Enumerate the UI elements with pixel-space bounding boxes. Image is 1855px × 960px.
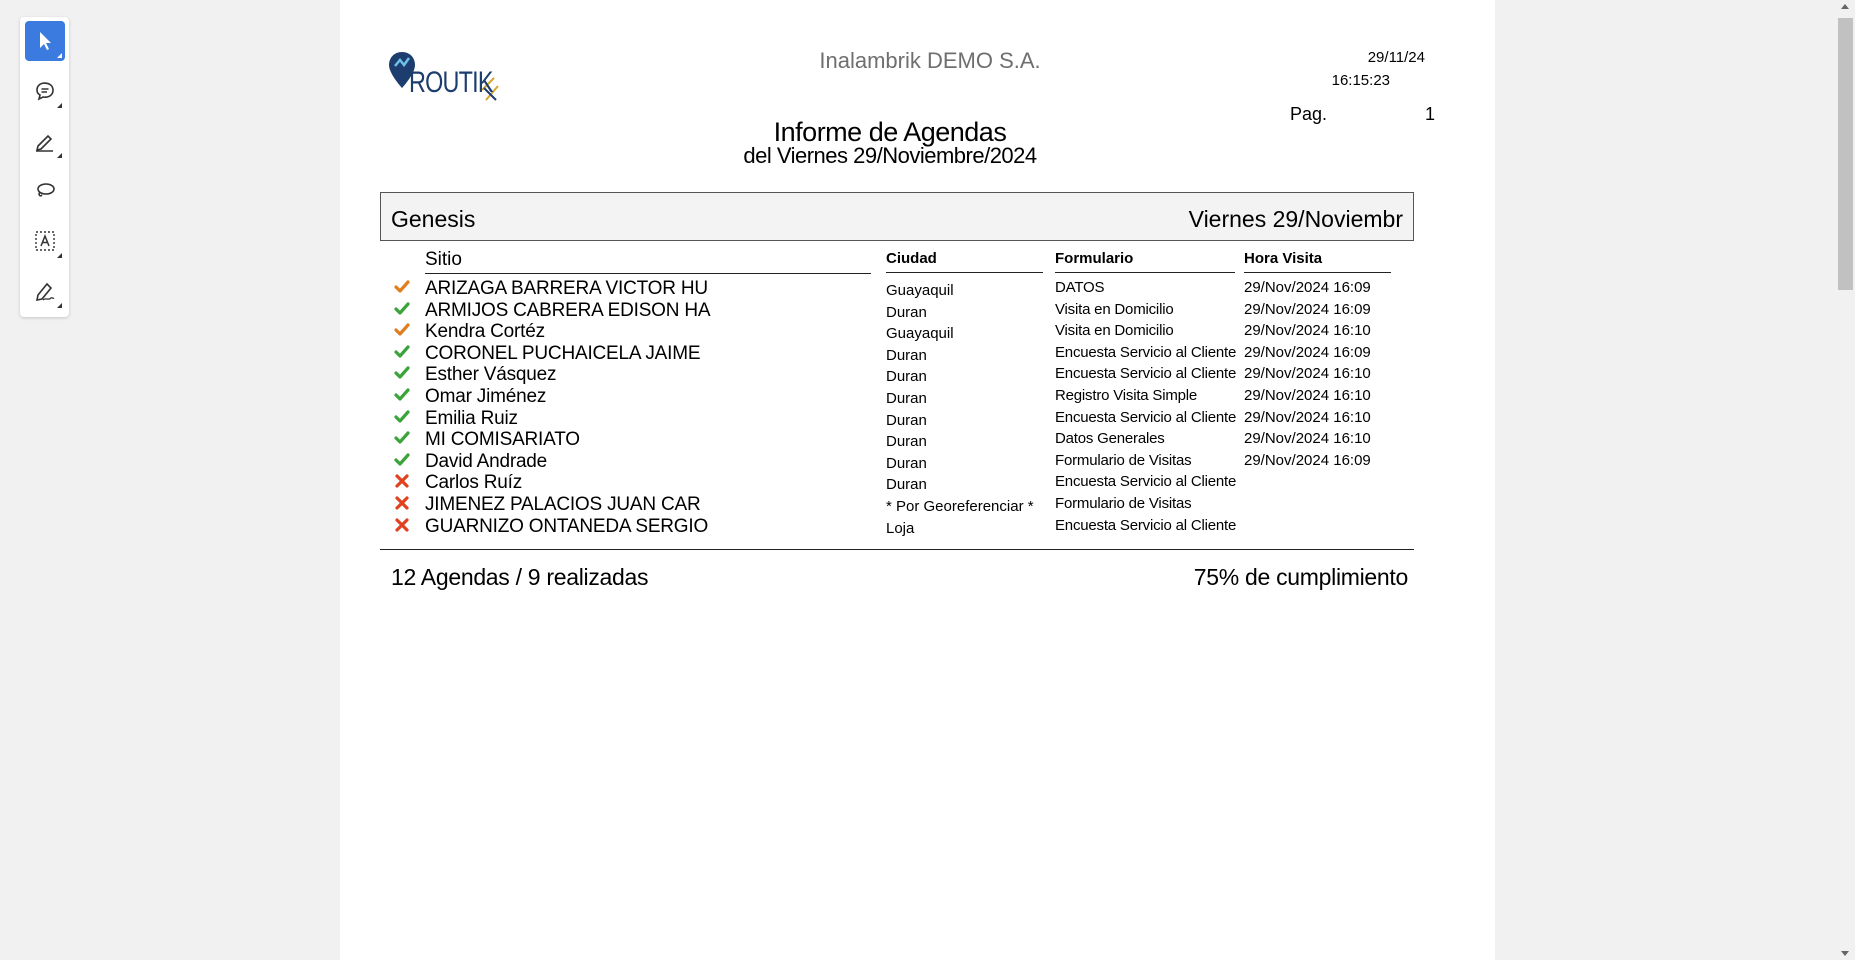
lasso-icon <box>33 179 57 203</box>
group-header <box>380 192 1414 241</box>
cell-formulario: DATOS <box>1055 279 1105 296</box>
table-bottom-divider <box>380 549 1414 550</box>
cell-ciudad: Duran <box>886 368 927 386</box>
cell-hora-visita: 29/Nov/2024 16:09 <box>1244 343 1371 361</box>
check-mark-icon <box>394 365 410 381</box>
company-name: Inalambrik DEMO S.A. <box>819 48 1041 73</box>
cell-ciudad: Duran <box>886 433 927 451</box>
cell-hora-visita: 29/Nov/2024 16:10 <box>1244 430 1371 448</box>
group-date: Viernes 29/Noviembr <box>1188 206 1403 232</box>
tool-options-indicator <box>57 103 62 108</box>
check-mark-icon <box>394 430 410 446</box>
page-label: Pag. <box>1290 104 1328 124</box>
table-row <box>340 386 1495 407</box>
cell-formulario: Formulario de Visitas <box>1055 451 1192 469</box>
pen-icon <box>33 129 57 153</box>
group-name: Genesis <box>391 206 476 232</box>
table-row <box>340 300 1495 321</box>
check-mark-icon <box>394 322 410 338</box>
cell-formulario: Visita en Domicilio <box>1055 322 1174 340</box>
check-mark-icon <box>394 279 410 295</box>
cell-hora-visita: 29/Nov/2024 16:10 <box>1244 322 1371 340</box>
cell-formulario: Encuesta Servicio al Cliente <box>1055 365 1237 383</box>
table-row <box>340 516 1495 537</box>
cell-sitio: ARMIJOS CABRERA EDISON HA <box>425 299 711 321</box>
cell-sitio: Emilia Ruiz <box>425 407 518 429</box>
highlight-tool-button[interactable] <box>25 121 65 161</box>
check-mark-icon <box>394 387 410 403</box>
page-number: 1 <box>1424 104 1435 124</box>
cell-formulario: Visita en Domicilio <box>1055 300 1174 318</box>
column-header-ciudad: Ciudad <box>886 250 1043 273</box>
vertical-scrollbar[interactable] <box>1836 0 1855 960</box>
document-page <box>340 0 1495 960</box>
cell-ciudad: Duran <box>886 390 927 407</box>
cell-sitio: GUARNIZO ONTANEDA SERGIO <box>425 515 709 537</box>
cell-sitio: David Andrade <box>425 450 548 472</box>
column-header-sitio: Sitio <box>425 249 871 274</box>
check-mark-icon <box>394 452 410 468</box>
tool-options-indicator <box>57 153 62 158</box>
cell-sitio: Omar Jiménez <box>425 386 547 407</box>
cell-ciudad: Loja <box>886 519 915 537</box>
report-subtitle: del Viernes 29/Noviembre/2024 <box>743 143 1037 168</box>
logo-wordmark: ROUTIK <box>409 66 493 99</box>
cell-formulario: Encuesta Servicio al Cliente <box>1055 408 1237 426</box>
cell-formulario: Encuesta Servicio al Cliente <box>1055 473 1237 491</box>
cell-ciudad: Duran <box>886 346 927 364</box>
cross-mark-icon <box>394 473 410 489</box>
text-box-tool-button[interactable] <box>25 221 65 261</box>
comment-bubble-icon <box>33 79 57 103</box>
cell-formulario: Datos Generales <box>1055 430 1165 448</box>
tool-options-indicator <box>57 53 62 58</box>
text-box-icon <box>33 229 57 253</box>
report-time: 16:15:23 <box>1331 72 1390 89</box>
table-row <box>340 429 1495 450</box>
cell-ciudad: Duran <box>886 476 927 494</box>
cell-sitio: ARIZAGA BARRERA VICTOR HU <box>425 278 708 299</box>
cell-formulario: Formulario de Visitas <box>1055 495 1192 512</box>
cell-hora-visita: 29/Nov/2024 16:10 <box>1244 387 1371 404</box>
report-date: 29/11/24 <box>1367 49 1425 66</box>
scroll-up-arrow-icon[interactable] <box>1841 4 1849 9</box>
cell-ciudad: Guayaquil <box>886 325 954 343</box>
cell-hora-visita: 29/Nov/2024 16:10 <box>1244 365 1371 383</box>
table-row <box>340 408 1495 429</box>
check-mark-icon <box>394 301 410 317</box>
table-row <box>340 451 1495 472</box>
cell-sitio: JIMENEZ PALACIOS JUAN CAR <box>425 494 701 515</box>
cross-mark-icon <box>394 495 410 511</box>
table-row <box>340 364 1495 385</box>
table-row <box>340 321 1495 342</box>
table-row <box>340 494 1495 515</box>
cell-hora-visita: 29/Nov/2024 16:09 <box>1244 451 1371 469</box>
cell-hora-visita: 29/Nov/2024 16:10 <box>1244 408 1371 426</box>
cell-formulario: Registro Visita Simple <box>1055 387 1198 404</box>
cell-hora-visita: 29/Nov/2024 16:09 <box>1244 279 1371 296</box>
scroll-down-arrow-icon[interactable] <box>1841 951 1849 956</box>
cell-ciudad: Guayaquil <box>886 282 954 299</box>
cell-formulario: Encuesta Servicio al Cliente <box>1055 343 1237 361</box>
cursor-arrow-icon <box>33 29 57 53</box>
cross-mark-icon <box>394 517 410 533</box>
summary-count: 12 Agendas / 9 realizadas <box>391 564 649 590</box>
check-mark-icon <box>394 409 410 425</box>
annotation-toolbar <box>20 17 69 317</box>
tool-options-indicator <box>57 253 62 258</box>
cell-ciudad: Duran <box>886 303 927 321</box>
signature-pen-icon <box>33 279 57 303</box>
select-tool-button[interactable] <box>25 21 65 61</box>
cell-hora-visita: 29/Nov/2024 16:09 <box>1244 300 1371 318</box>
cell-ciudad: * Por Georeferenciar * <box>886 498 1034 515</box>
column-header-formulario: Formulario <box>1055 250 1235 273</box>
cell-sitio: MI COMISARIATO <box>425 429 580 451</box>
table-row <box>340 343 1495 364</box>
cell-sitio: Esther Vásquez <box>425 364 557 386</box>
cell-formulario: Encuesta Servicio al Cliente <box>1055 516 1237 534</box>
cell-ciudad: Duran <box>886 411 927 429</box>
cell-sitio: Kendra Cortéz <box>425 321 545 343</box>
cell-ciudad: Duran <box>886 454 927 472</box>
cell-sitio: CORONEL PUCHAICELA JAIME <box>425 342 701 364</box>
scrollbar-thumb[interactable] <box>1838 18 1853 290</box>
check-mark-icon <box>394 344 410 360</box>
tool-options-indicator <box>57 303 62 308</box>
lasso-tool-button[interactable] <box>25 171 65 211</box>
table-row <box>340 472 1495 493</box>
comment-tool-button[interactable] <box>25 71 65 111</box>
cell-sitio: Carlos Ruíz <box>425 472 523 494</box>
summary-compliance: 75% de cumplimiento <box>1193 564 1408 590</box>
table-row <box>340 278 1495 299</box>
column-header-hora: Hora Visita <box>1244 250 1391 273</box>
signature-tool-button[interactable] <box>25 271 65 311</box>
report-title: Informe de Agendas <box>773 117 1007 147</box>
